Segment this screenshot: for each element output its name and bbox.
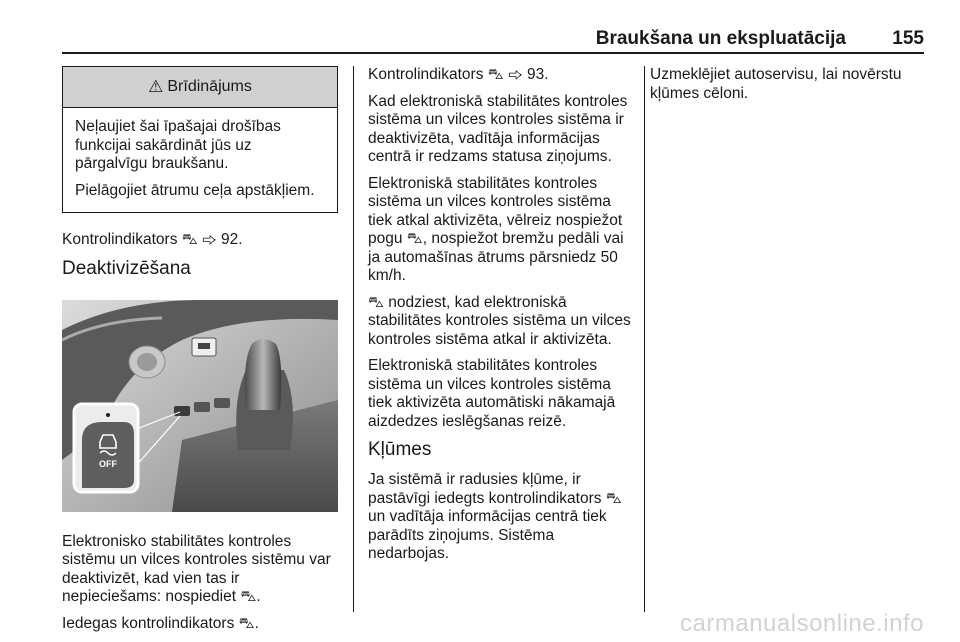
header-title: Braukšana un ekspluatācija [595, 28, 846, 49]
warning-body [63, 108, 337, 212]
column-divider [644, 66, 645, 612]
body-paragraph: Ja sistēmā ir radusies kļūme, ir pastāvīgi iedegts kontrolindikators ⛍ un vadītāja informācijas centrā tiek parādīts ziņojums. Sistēma nedarbojas. [368, 471, 622, 562]
body-paragraph: Iedegas kontrolindikators ⛍. [62, 614, 259, 632]
warning-box [62, 66, 338, 213]
section-heading-deactivation: Deaktivizēšana [62, 257, 191, 279]
body-paragraph: Elektroniskā stabilitātes kontroles sistēma un vilces kontroles sistēma tiek atkal aktivizēta, vēlreiz nospiežot pogu ⛍, nospiežot bremžu pedāli vai ja automašīnas ātrums pārsniedz 50 km/h. [368, 174, 624, 284]
warning-header [63, 67, 337, 108]
page-header [62, 22, 924, 54]
warning-triangle-icon: ⚠ [148, 77, 164, 96]
off-label: OFF [99, 458, 117, 469]
body-paragraph: Elektroniskā stabilitātes kontroles sistēma un vilces kontroles sistēma tiek aktivizēta automātiski nākamajā aizdedzes ieslēgšanas reizē. [368, 357, 616, 430]
console-illustration [62, 300, 338, 512]
body-paragraph: ⛍ nodziest, kad elektroniskā stabilitātes kontroles sistēma un vilces kontroles sistēma atkal ir aktivizēta. [368, 293, 631, 348]
body-paragraph: Kad elektroniskā stabilitātes kontroles sistēma un vilces kontroles sistēma ir deaktivizēta, vadītāja informācijas centrā ir redzams statusa ziņojums. [368, 92, 628, 165]
column-middle [368, 66, 632, 572]
warning-title: Brīdinājums [167, 78, 252, 95]
warning-paragraph: Neļaujiet šai īpašajai drošības funkcijai sakārdināt jūs uz pārgalvīgu braukšanu. [75, 118, 281, 172]
section-heading-faults: Kļūmes [368, 439, 432, 460]
page-number: 155 [892, 28, 924, 49]
column-right [650, 66, 926, 111]
column-divider [353, 66, 354, 612]
watermark: carmanualsonline.info [680, 610, 924, 637]
warning-paragraph: Pielāgojiet ātrumu ceļa apstākļiem. [75, 181, 315, 199]
body-paragraph: Elektronisko stabilitātes kontroles sistēmu un vilces kontroles sistēmu var deaktivizēt, kad vien tas ir nepieciešams: nospiediet ⛍. [62, 532, 331, 605]
header-rule [62, 52, 924, 54]
indicator-reference: Kontrolindikators ⛍ ⇨ 93. [368, 66, 549, 83]
body-paragraph: Uzmeklējiet autoservisu, lai novērstu kļūmes cēloni. [650, 66, 902, 102]
indicator-reference: Kontrolindikators ⛍ ⇨ 92. [62, 231, 243, 248]
column-left [62, 66, 338, 641]
